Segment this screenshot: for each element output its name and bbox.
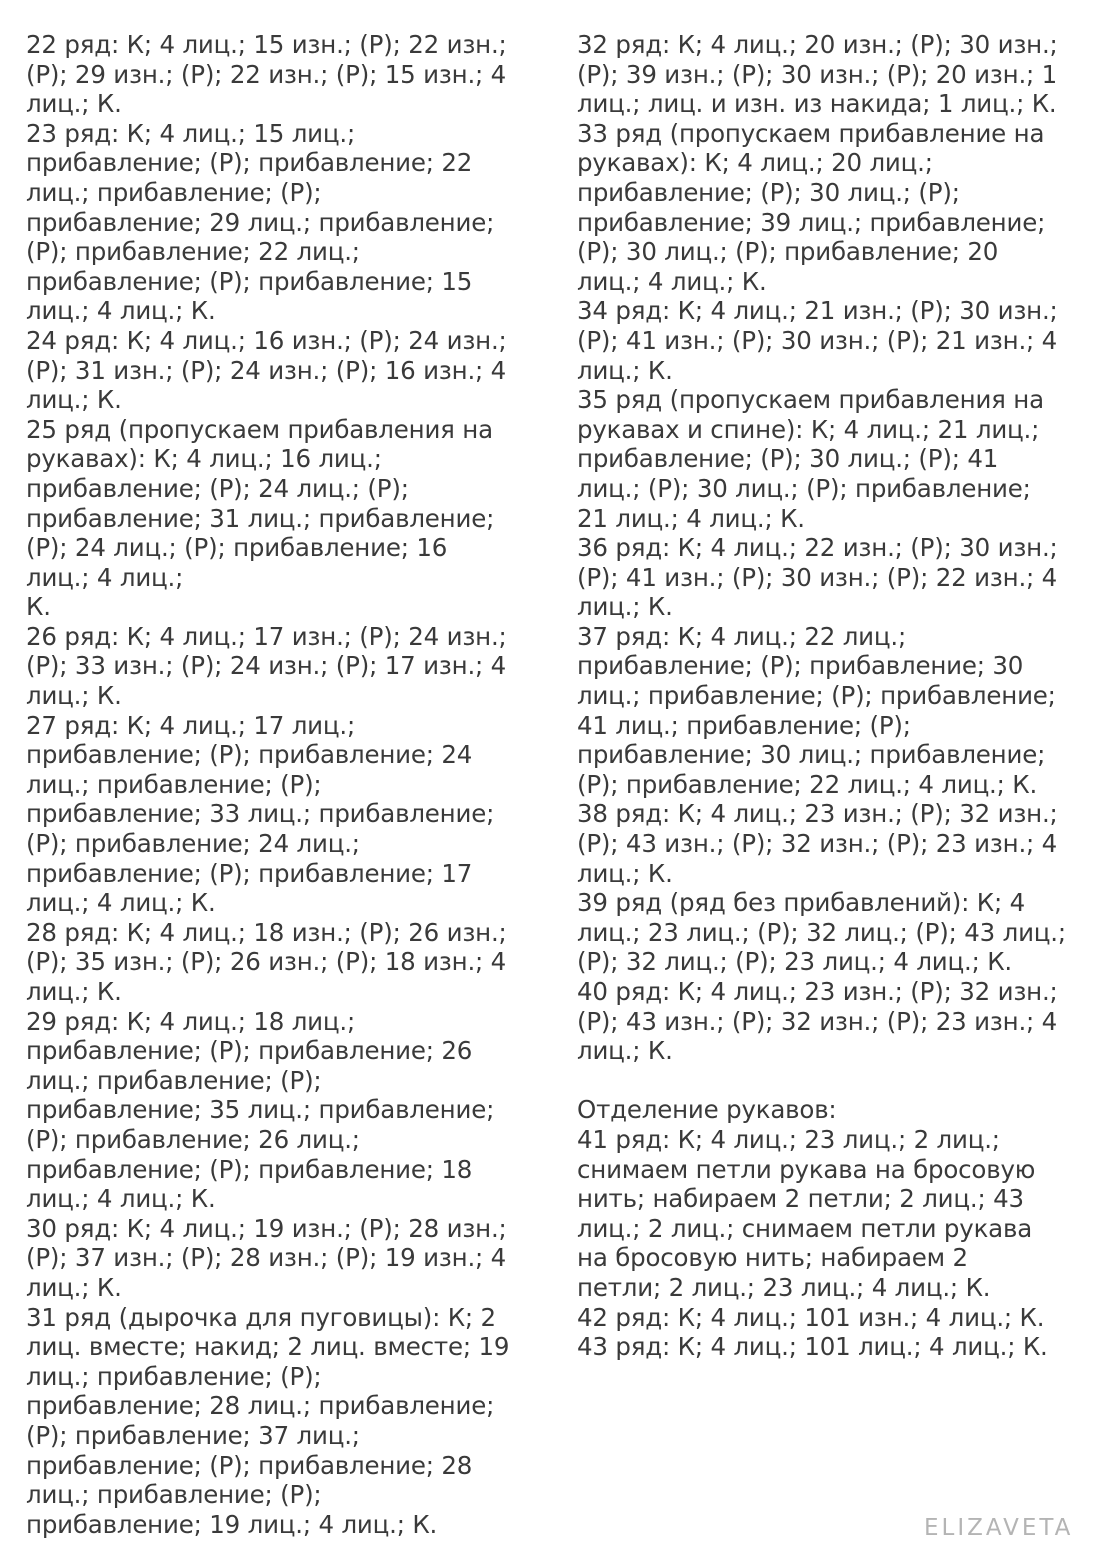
left-text-column (26, 30, 546, 1539)
text-line: прибавление; 28 лиц.; прибавление; (26, 1391, 495, 1421)
text-line: прибавление; 19 лиц.; 4 лиц.; К. (26, 1509, 438, 1539)
text-line: прибавление; (Р); прибавление; 15 (26, 266, 473, 296)
text-line: (Р); 33 изн.; (Р); 24 изн.; (Р); 17 изн.; 4 (26, 651, 507, 681)
text-line: 22 ряд: К; 4 лиц.; 15 изн.; (Р); 22 изн.; (26, 30, 507, 59)
text-line: лиц.; К. (577, 858, 673, 888)
text-line: 28 ряд: К; 4 лиц.; 18 изн.; (Р); 26 изн.; (26, 917, 507, 947)
text-line: лиц.; К. (26, 1272, 122, 1302)
text-line: 33 ряд (пропускаем прибавление на (577, 118, 1045, 148)
text-line: 40 ряд: К; 4 лиц.; 23 изн.; (Р); 32 изн.; (577, 977, 1058, 1006)
text-line: прибавление; 29 лиц.; прибавление; (26, 207, 495, 237)
text-line: прибавление; (Р); 30 лиц.; (Р); (577, 177, 960, 207)
text-line: 25 ряд (пропускаем прибавления на (26, 414, 493, 444)
text-line: лиц.; 4 лиц.; К. (26, 296, 216, 326)
text-line: 34 ряд: К; 4 лиц.; 21 изн.; (Р); 30 изн.; (577, 296, 1058, 326)
text-line: прибавление; (Р); прибавление; 30 (577, 651, 1024, 681)
text-line: Отделение рукавов: (577, 1095, 837, 1125)
text-line: лиц.; К. (577, 1036, 673, 1066)
text-line: лиц.; лиц. и изн. из накида; 1 лиц.; К. (577, 89, 1057, 119)
text-line: (Р); 43 изн.; (Р); 32 изн.; (Р); 23 изн.; 4 (577, 1006, 1058, 1036)
text-line: 42 ряд: К; 4 лиц.; 101 изн.; 4 лиц.; К. (577, 1302, 1045, 1332)
text-line: на бросовую нить; набираем 2 (577, 1243, 968, 1273)
text-line: 31 ряд (дырочка для пуговицы): К; 2 (26, 1302, 496, 1332)
text-line: (Р); 32 лиц.; (Р); 23 лиц.; 4 лиц.; К. (577, 947, 1013, 977)
text-line: прибавление; (Р); прибавление; 24 (26, 740, 473, 770)
text-line: лиц.; 4 лиц.; К. (26, 888, 216, 918)
text-line: лиц.; прибавление; (Р); (26, 1065, 322, 1095)
text-line: прибавление; (Р); прибавление; 26 (26, 1036, 473, 1066)
text-line: (Р); прибавление; 37 лиц.; (26, 1420, 360, 1450)
text-line: лиц.; К. (577, 592, 673, 622)
text-line: прибавление; 33 лиц.; прибавление; (26, 799, 495, 829)
text-line: (Р); 41 изн.; (Р); 30 изн.; (Р); 21 изн.; 4 (577, 325, 1058, 355)
text-line: прибавление; 31 лиц.; прибавление; (26, 503, 495, 533)
text-line: прибавление; (Р); прибавление; 22 (26, 148, 473, 178)
text-line: (Р); 24 лиц.; (Р); прибавление; 16 (26, 533, 448, 563)
text-line: лиц.; 4 лиц.; К. (577, 266, 767, 296)
text-line: лиц.; прибавление; (Р); (26, 177, 322, 207)
text-line: 43 ряд: К; 4 лиц.; 101 лиц.; 4 лиц.; К. (577, 1332, 1048, 1362)
text-line: прибавление; (Р); прибавление; 18 (26, 1154, 473, 1184)
text-line: 39 ряд (ряд без прибавлений): К; 4 (577, 888, 1026, 918)
text-line: 21 лиц.; 4 лиц.; К. (577, 503, 805, 533)
text-line: (Р); прибавление; 26 лиц.; (26, 1124, 360, 1154)
text-line: К. (26, 592, 51, 622)
text-line: лиц.; прибавление; (Р); (26, 1480, 322, 1510)
text-line: лиц.; (Р); 30 лиц.; (Р); прибавление; (577, 473, 1031, 503)
blank-line (577, 1066, 1089, 1096)
text-line: 23 ряд: К; 4 лиц.; 15 лиц.; (26, 118, 355, 148)
text-line: 27 ряд: К; 4 лиц.; 17 лиц.; (26, 710, 355, 740)
text-line: лиц.; К. (577, 355, 673, 385)
text-line: лиц.; К. (26, 977, 122, 1006)
text-line: рукавах): К; 4 лиц.; 20 лиц.; (577, 148, 933, 178)
text-line: прибавление; (Р); 24 лиц.; (Р); (26, 473, 409, 503)
text-line: (Р); 31 изн.; (Р); 24 изн.; (Р); 16 изн.; 4 (26, 355, 507, 385)
right-text-column (577, 30, 1089, 1362)
text-line: прибавление; (Р); 30 лиц.; (Р); 41 (577, 444, 999, 474)
text-line: лиц.; К. (26, 385, 122, 415)
text-line: 29 ряд: К; 4 лиц.; 18 лиц.; (26, 1006, 355, 1036)
text-line: лиц.; прибавление; (Р); (26, 1361, 322, 1391)
text-line: снимаем петли рукава на бросовую (577, 1154, 1036, 1184)
text-line: прибавление; 35 лиц.; прибавление; (26, 1095, 495, 1125)
text-line: 35 ряд (пропускаем прибавления на (577, 385, 1044, 415)
text-line: (Р); 35 изн.; (Р); 26 изн.; (Р); 18 изн.; 4 (26, 947, 507, 977)
text-line: петли; 2 лиц.; 23 лиц.; 4 лиц.; К. (577, 1272, 991, 1302)
text-line: (Р); прибавление; 22 лиц.; 4 лиц.; К. (577, 769, 1038, 799)
text-line: лиц.; 4 лиц.; К. (26, 1184, 216, 1214)
text-line: рукавах и спине): К; 4 лиц.; 21 лиц.; (577, 414, 1040, 444)
text-line: 30 ряд: К; 4 лиц.; 19 изн.; (Р); 28 изн.; (26, 1213, 507, 1243)
text-line: лиц.; 2 лиц.; снимаем петли рукава (577, 1213, 1033, 1243)
text-line: лиц.; К. (26, 681, 122, 711)
text-line: лиц.; К. (26, 89, 122, 119)
text-line: 38 ряд: К; 4 лиц.; 23 изн.; (Р); 32 изн.; (577, 799, 1058, 829)
text-line: лиц.; 23 лиц.; (Р); 32 лиц.; (Р); 43 лиц.; (577, 917, 1066, 947)
watermark: ELIZAVETA (924, 1515, 1074, 1541)
text-line: прибавление; 39 лиц.; прибавление; (577, 207, 1046, 237)
text-line: (Р); 41 изн.; (Р); 30 изн.; (Р); 22 изн.; 4 (577, 562, 1058, 592)
text-line: (Р); 43 изн.; (Р); 32 изн.; (Р); 23 изн.; 4 (577, 829, 1058, 859)
text-line: 26 ряд: К; 4 лиц.; 17 изн.; (Р); 24 изн.; (26, 621, 507, 651)
text-line: (Р); прибавление; 22 лиц.; (26, 237, 360, 267)
text-line: (Р); 37 изн.; (Р); 28 изн.; (Р); 19 изн.; 4 (26, 1243, 507, 1273)
text-line: (Р); 29 изн.; (Р); 22 изн.; (Р); 15 изн.; 4 (26, 59, 507, 89)
text-line: лиц. вместе; накид; 2 лиц. вместе; 19 (26, 1332, 510, 1362)
text-line: лиц.; 4 лиц.; (26, 562, 184, 592)
text-line: (Р); 39 изн.; (Р); 30 изн.; (Р); 20 изн.; 1 (577, 59, 1058, 89)
text-line: 32 ряд: К; 4 лиц.; 20 изн.; (Р); 30 изн.; (577, 30, 1058, 59)
text-line: 37 ряд: К; 4 лиц.; 22 лиц.; (577, 621, 906, 651)
text-line: (Р); 30 лиц.; (Р); прибавление; 20 (577, 237, 999, 267)
text-line: лиц.; прибавление; (Р); прибавление; (577, 681, 1056, 711)
text-line: прибавление; 30 лиц.; прибавление; (577, 740, 1046, 770)
text-line: нить; набираем 2 петли; 2 лиц.; 43 (577, 1184, 1024, 1214)
text-line: лиц.; прибавление; (Р); (26, 769, 322, 799)
text-line: прибавление; (Р); прибавление; 17 (26, 858, 473, 888)
text-line: рукавах): К; 4 лиц.; 16 лиц.; (26, 444, 382, 474)
text-line: 24 ряд: К; 4 лиц.; 16 изн.; (Р); 24 изн.; (26, 325, 507, 355)
text-line: 36 ряд: К; 4 лиц.; 22 изн.; (Р); 30 изн.; (577, 533, 1058, 563)
text-line: 41 ряд: К; 4 лиц.; 23 лиц.; 2 лиц.; (577, 1124, 1000, 1154)
text-line: 41 лиц.; прибавление; (Р); (577, 710, 911, 740)
text-line: прибавление; (Р); прибавление; 28 (26, 1450, 473, 1480)
text-line: (Р); прибавление; 24 лиц.; (26, 829, 360, 859)
